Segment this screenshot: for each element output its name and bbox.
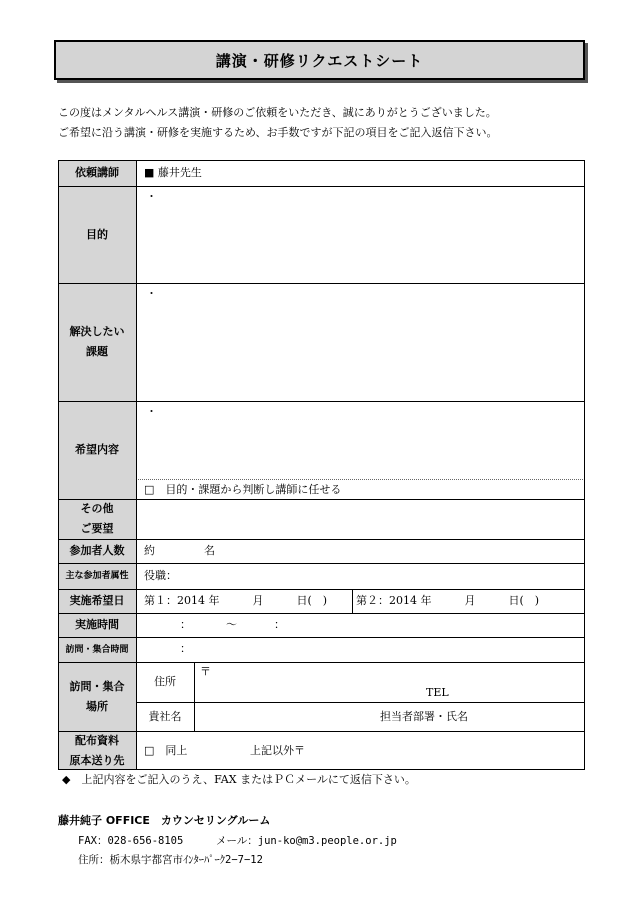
- meeting-time-colon: ：: [180, 642, 191, 655]
- material-other-option[interactable]: 上記以外〒: [250, 744, 305, 757]
- return-note: ◆ 上記内容をご記入のうえ、FAX またはＰＣメールにて返信下さい。: [62, 773, 416, 786]
- purpose-label: 目的: [58, 186, 136, 283]
- attributes-label: 主な参加者属性: [58, 563, 136, 589]
- intro-line-2: ご希望に沿う講演・研修を実施するため、お手数ですが下記の項目をご記入返信下さい。: [58, 126, 498, 139]
- date-first[interactable]: 第１：2014 年 月 日( ): [144, 594, 328, 607]
- contact-label[interactable]: 担当者部署・氏名: [380, 710, 468, 723]
- participants-prefix: 約: [144, 544, 155, 557]
- attributes-value[interactable]: 役職：: [144, 569, 177, 582]
- participants-label: 参加者人数: [58, 539, 136, 563]
- address-label: 住所: [136, 662, 194, 702]
- content-option-checkbox[interactable]: □ 目的・課題から判断し講師に任せる: [144, 483, 342, 496]
- material-label: 配布資料 原本送り先: [58, 731, 136, 770]
- sheet-title: 講演・研修リクエストシート: [54, 40, 585, 80]
- meeting-time-label: 訪問・集合時間: [58, 637, 136, 662]
- intro-line-1: この度はメンタルヘルス講演・研修のご依頼をいただき、誠にありがとうございました。: [58, 106, 497, 119]
- office-mail[interactable]: メール：jun-ko@m3.people.or.jp: [216, 835, 397, 847]
- lecturer-label: 依頼講師: [58, 160, 136, 186]
- date-second[interactable]: 第２：2014 年 月 日( ): [356, 594, 540, 607]
- request-form-table: [58, 160, 585, 770]
- tel-label[interactable]: TEL: [426, 686, 449, 699]
- date-label: 実施希望日: [58, 589, 136, 613]
- content-bullet[interactable]: ・: [146, 405, 157, 418]
- time-colon-start: ：: [180, 618, 191, 631]
- time-colon-end: ：: [274, 618, 285, 631]
- content-label: 希望内容: [58, 401, 136, 499]
- office-fax: FAX：028-656-8105: [78, 835, 184, 847]
- time-tilde: 〜: [226, 618, 237, 631]
- office-address: 住所：栃木県宇都宮市ｲﾝﾀｰﾊﾟｰｸ2−7−12: [78, 854, 263, 866]
- time-label: 実施時間: [58, 613, 136, 637]
- issues-label: 解決したい 課題: [58, 283, 136, 401]
- lecturer-value: ■ 藤井先生: [144, 166, 202, 179]
- office-name: 藤井純子 OFFICE カウンセリングルーム: [58, 814, 271, 827]
- material-same-checkbox[interactable]: □ 同上: [144, 744, 188, 757]
- other-label: その他 ご要望: [58, 499, 136, 539]
- address-postal-mark[interactable]: 〒: [200, 665, 211, 678]
- place-label: 訪問・集合 場所: [58, 662, 136, 731]
- purpose-bullet[interactable]: ・: [146, 190, 157, 203]
- participants-suffix: 名: [204, 544, 215, 557]
- issues-bullet[interactable]: ・: [146, 287, 157, 300]
- company-label: 貴社名: [136, 702, 194, 731]
